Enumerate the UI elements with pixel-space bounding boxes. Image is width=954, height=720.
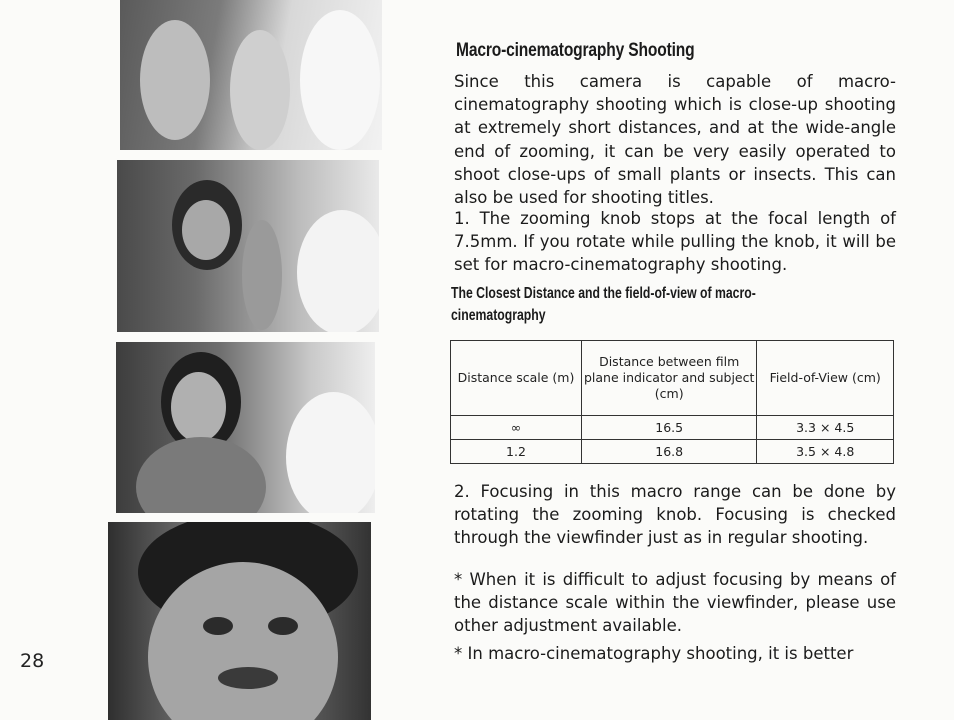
- table-title-line-1: The Closest Distance and the field-of-view of macro-: [451, 285, 756, 302]
- cell-film-plane-distance: 16.8: [581, 440, 756, 464]
- table-row: [451, 416, 894, 440]
- table-row: [451, 440, 894, 464]
- note-2-paragraph: * In macro-cinematography shooting, it is better: [454, 644, 854, 663]
- macro-distance-table: [450, 340, 894, 464]
- header-film-plane-distance: Distance between film plane indicator and subject (cm): [581, 341, 756, 416]
- table-title: [451, 283, 893, 327]
- table-title-line-2: cinematography: [451, 307, 546, 324]
- cell-field-of-view: 3.5 × 4.8: [757, 440, 894, 464]
- table-header-row: [451, 341, 894, 416]
- section-heading: Macro-cinematography Shooting: [456, 40, 695, 61]
- page-number: 28: [20, 650, 45, 672]
- photo-man-with-chess-pieces: [116, 342, 375, 513]
- photo-chess-pieces-closeup: [120, 0, 382, 150]
- cell-film-plane-distance: 16.5: [581, 416, 756, 440]
- intro-paragraph: Since this camera is capable of macro-cinematography shooting which is close-up shooting at extremely short distances, and at the wide-angle end of zooming, it can be very easily operated to shoot close-ups of small plants or insects. This can also be used for shooting titles.: [454, 72, 896, 208]
- photo-man-face-closeup: [108, 522, 371, 720]
- cell-field-of-view: 3.3 × 4.5: [757, 416, 894, 440]
- header-distance-scale: Distance scale (m): [451, 341, 582, 416]
- cell-distance-scale: ∞: [451, 416, 582, 440]
- photo-man-behind-chess-pieces: [117, 160, 379, 332]
- note-1-paragraph: * When it is difficult to adjust focusing by means of the distance scale within the viewfinder, please use other adjustment available.: [454, 570, 896, 636]
- header-field-of-view: Field-of-View (cm): [757, 341, 894, 416]
- step-1-paragraph: 1. The zooming knob stops at the focal length of 7.5mm. If you rotate while pulling the knob, it will be set for macro-cinematography shooting.: [454, 209, 896, 275]
- step-2-paragraph: 2. Focusing in this macro range can be done by rotating the zooming knob. Focusing is checked through the viewfinder just as in regular shooting.: [454, 482, 896, 548]
- cell-distance-scale: 1.2: [451, 440, 582, 464]
